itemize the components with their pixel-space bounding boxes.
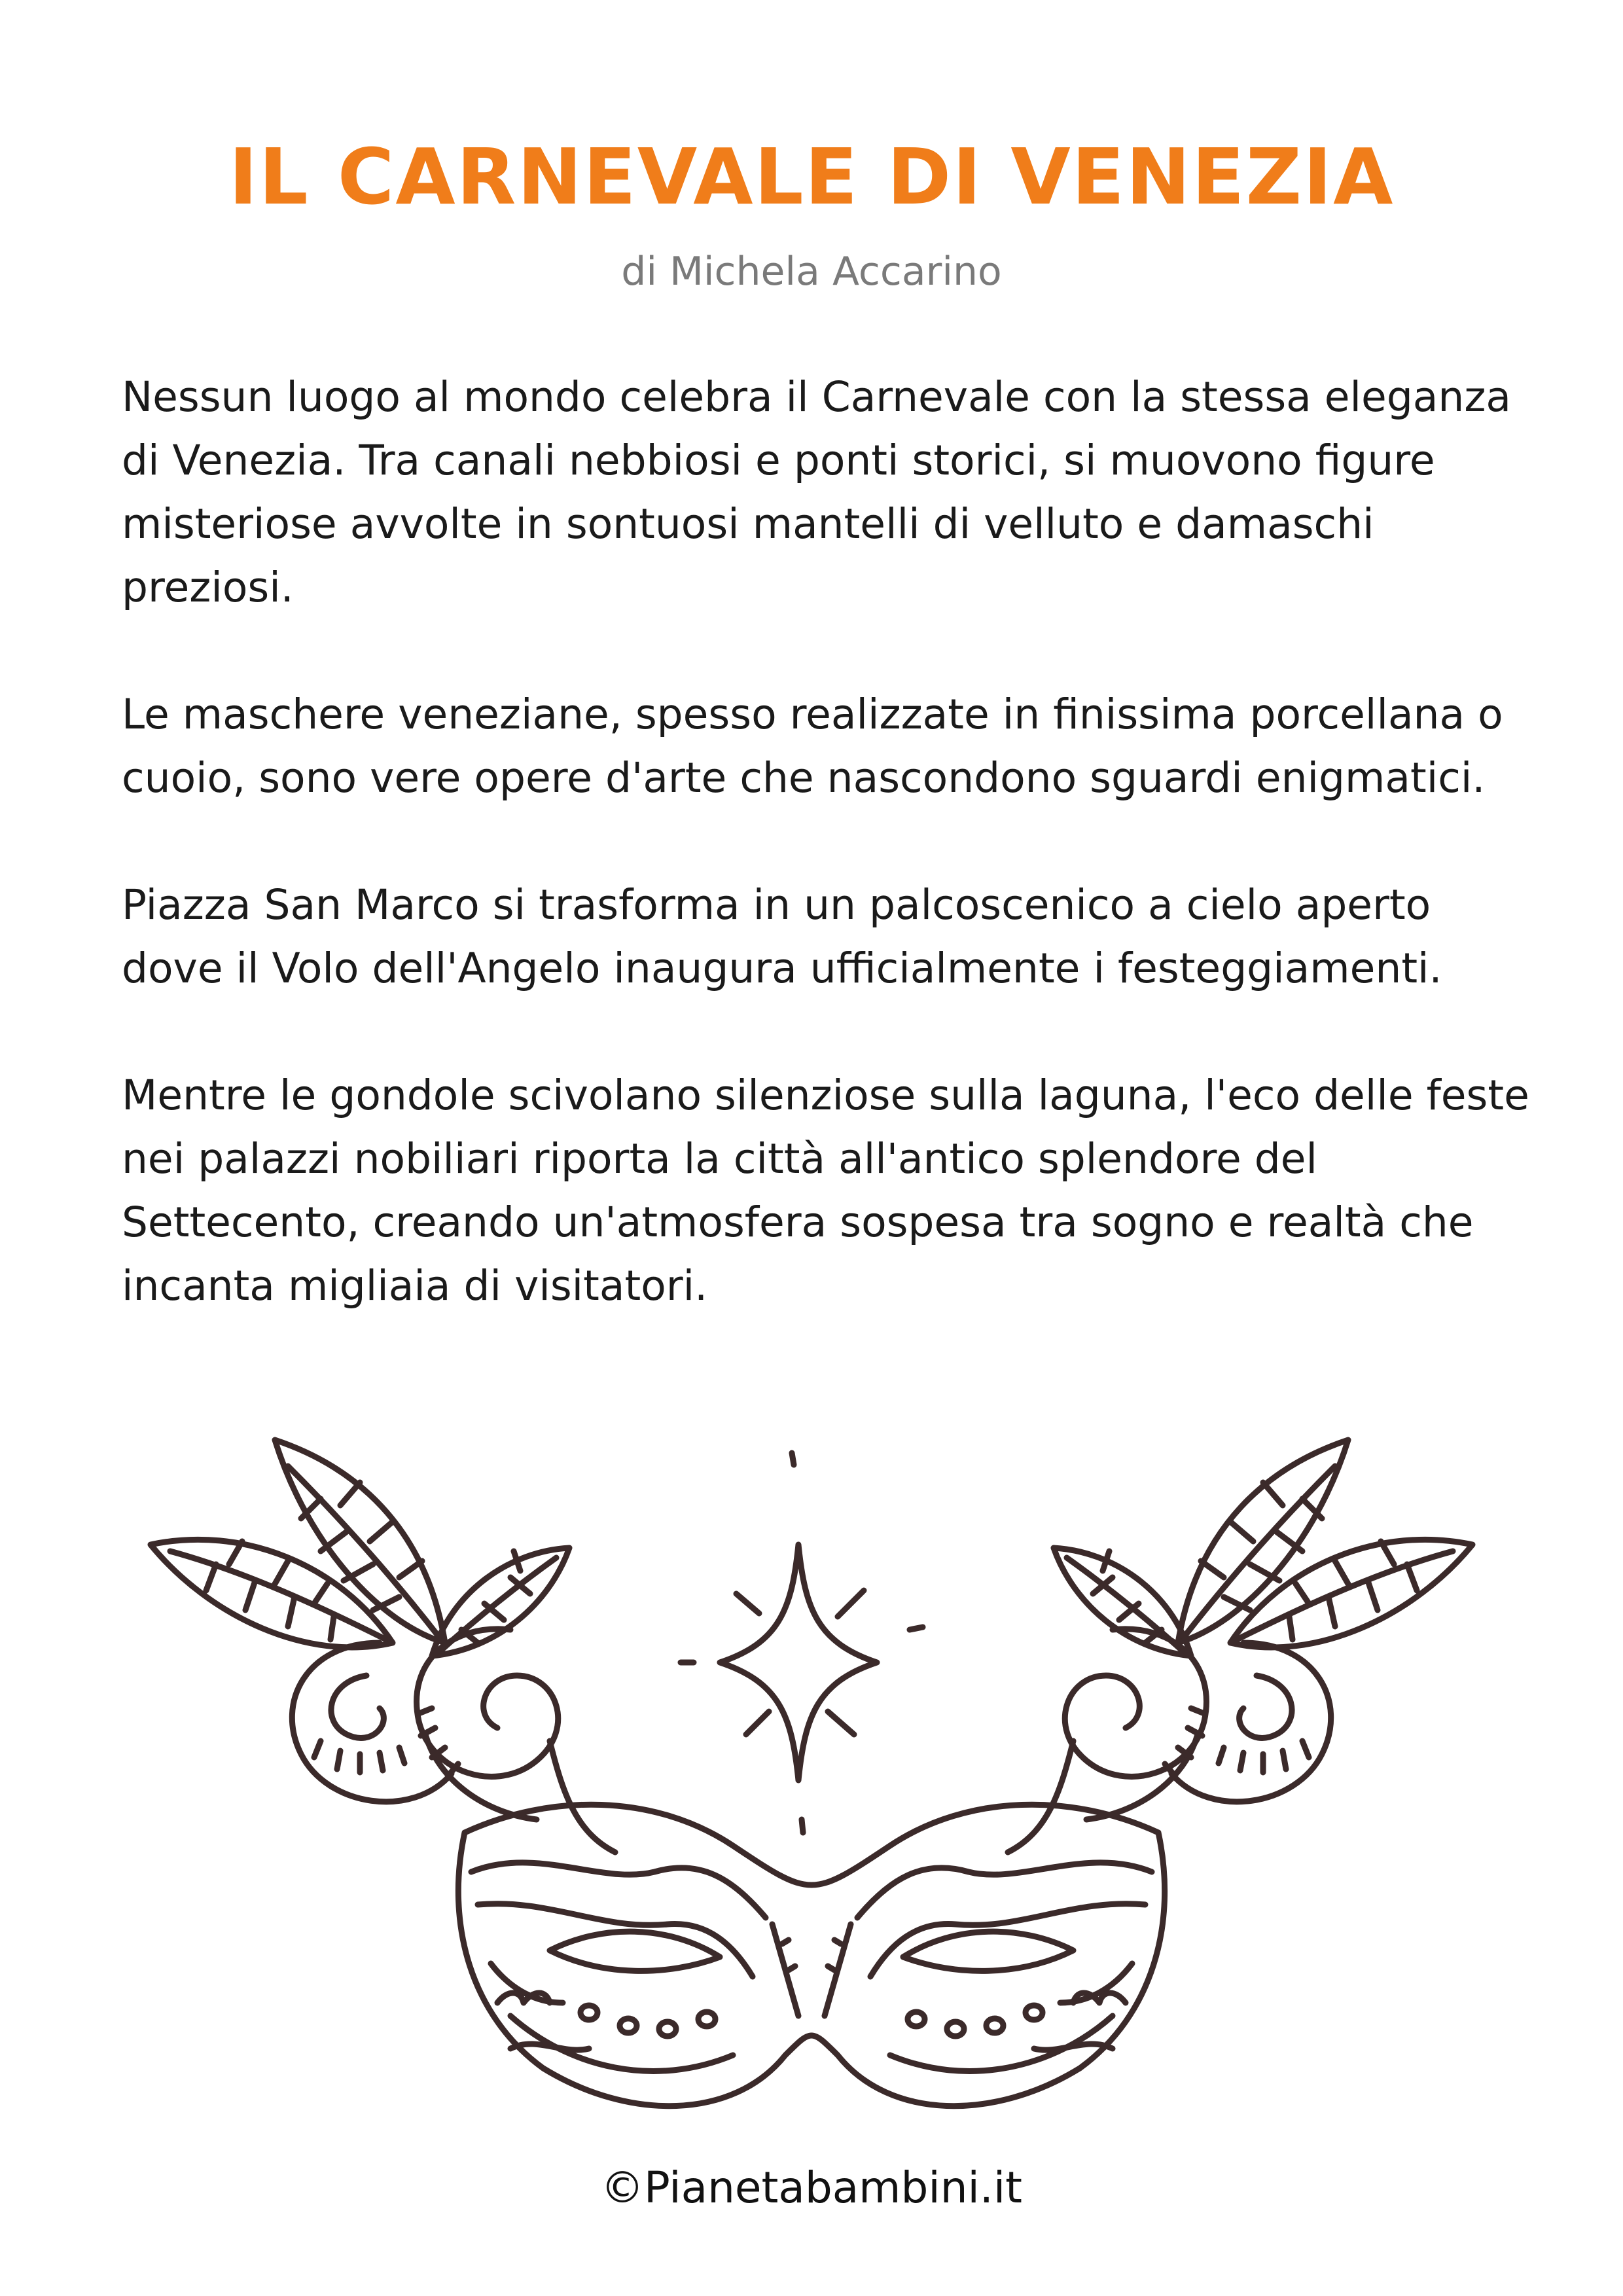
- author-byline: di Michela Accarino: [621, 249, 1002, 295]
- story-text: [122, 365, 1535, 1381]
- carnival-mask-icon: [144, 1427, 1479, 2199]
- left-feathers: [151, 1440, 569, 1656]
- right-feathers: [1054, 1440, 1472, 1656]
- carnival-mask-illustration: [144, 1427, 1479, 2199]
- story-paragraph: Nessun luogo al mondo celebra il Carnevale con la stessa eleganza di Venezia. Tra canali nebbiosi e ponti storici, si muovono figure misteriose avvolte in sontuosi mantelli di velluto e damaschi preziosi.: [122, 373, 1512, 611]
- copyright-footer: ©Pianetabambini.it: [600, 2162, 1023, 2213]
- right-scrolls: [1008, 1629, 1331, 1852]
- page-title: IL CARNEVALE DI VENEZIA: [228, 132, 1395, 222]
- story-paragraph: Le maschere veneziane, spesso realizzate in finissima porcellana o cuoio, sono vere opere d'arte che nascondono sguardi enigmatici.: [122, 691, 1503, 802]
- left-scrolls: [292, 1629, 615, 1852]
- mask-body: [458, 1804, 1164, 2106]
- story-paragraph: Piazza San Marco si trasforma in un palcoscenico a cielo aperto dove il Volo dell'Angelo inaugura ufficialmente i festeggiamenti.: [122, 881, 1442, 992]
- mask-decorations: [497, 1993, 1126, 2050]
- story-paragraph: Mentre le gondole scivolano silenziose sulla laguna, l'eco delle feste nei palazzi nobiliari riporta la città all'antico splendore del Settecento, creando un'atmosfera sospesa tra sogno e realtà che incanta migliaia di visitatori.: [122, 1071, 1529, 1310]
- sparkle-star-icon: [681, 1453, 923, 1833]
